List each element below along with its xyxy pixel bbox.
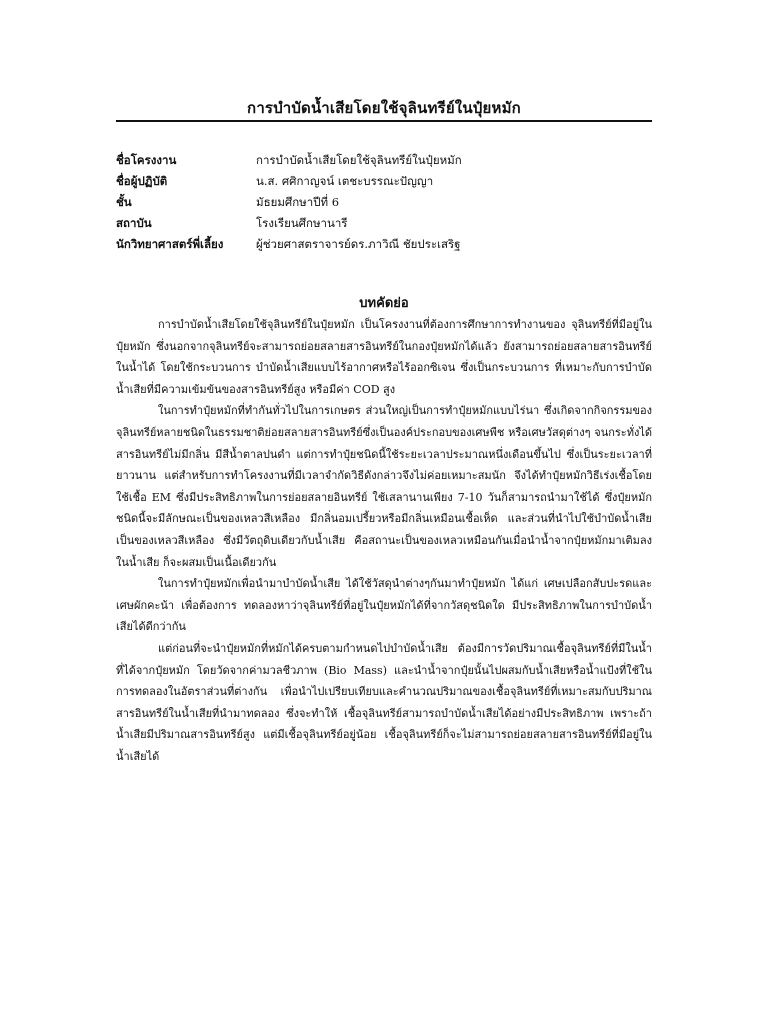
- info-label: ชื่อผู้ปฏิบัติ: [116, 173, 168, 188]
- abstract-heading: บทคัดย่อ: [359, 296, 409, 311]
- info-row-institution: [116, 213, 656, 234]
- abstract-paragraph: ในการทำปุ๋ยหมักที่ทำกันทั่วไปในการเกษตร ส่วนใหญ่เป็นการทำปุ๋ยหมักแบบไร่นา ซึ่งเกิดจากกิจกรรมของจุลินทรีย์หลายชนิดในธรรมชาติย่อยสลายสารอินทรีย์ซึ่งเป็นองค์ประกอบของเศษพืช หรือเศษวัสดุต่างๆ จนกระทั่งได้สารอินทรีย์ไม่มีกลิ่น มีสีน้ำตาลปนดำ แต่การทำปุ๋ยชนิดนี้ใช้ระยะเวลาประมาณหนึ่งเดือนขึ้นไป ซึ่งเป็นระยะเวลาที่ยาวนาน แต่สำหรับการทำโครงงานที่มีเวลาจำกัดวิธีดังกล่าวจึงไม่ค่อยเหมาะสมนัก จึงได้ทำปุ๋ยหมักวิธีเร่งเชื้อโดยใช้เชื้อ EM ซึ่งมีประสิทธิภาพในการย่อยสลายอินทรีย์ ใช้เสลานานเพียง 7-10 วันก็สามารถนำมาใช้ได้ ซึ่งปุ๋ยหมักชนิดนี้จะมีลักษณะเป็นของเหลวสีเหลือง มีกลิ่นอมเปรี้ยวหรือมีกลิ่นเหมือนเชื้อเห็ด และส่วนที่นำไปใช้บำบัดน้ำเสียเป็นของเหลวสีเหลือง ซึ่งมีวัตถุดิบเดียวกับน้ำเสีย คือสถานะเป็นของเหลวเหมือนกันเมื่อนำน้ำจากปุ๋ยหมักมาเติมลงในน้ำเสีย ก็จะผสมเป็นเนื้อเดียวกัน: [116, 404, 652, 569]
- info-value: น.ส. ศศิกาญจน์ เตชะบรรณะปัญญา: [256, 173, 434, 188]
- title-underline: [116, 120, 652, 122]
- info-label: ชื่อโครงงาน: [116, 152, 177, 167]
- info-label: สถาบัน: [116, 215, 152, 230]
- info-label: นักวิทยาศาสตร์พี่เลี้ยง: [116, 236, 224, 251]
- info-row-mentor: [116, 234, 656, 255]
- info-label: ชั้น: [116, 194, 132, 209]
- info-value: มัธยมศึกษาปีที่ 6: [256, 194, 340, 209]
- info-row-project: [116, 150, 656, 171]
- abstract-paragraph: แต่ก่อนที่จะนำปุ๋ยหมักที่หมักได้ครบตามกำหนดไปบำบัดน้ำเสีย ต้องมีการวัดปริมาณเชื้อจุลินทรีย์ที่มีในน้ำที่ได้จากปุ๋ยหมัก โดยวัดจากค่ามวลชีวภาพ (Bio Mass) และนำน้ำจากปุ๋ยนั้นไปผสมกับน้ำเสียหรือน้ำแป้งที่ใช้ในการทดลองในอัตราส่วนที่ต่างกัน เพื่อนำไปเปรียบเทียบและคำนวณปริมาณของเชื้อจุลินทรีย์ที่เหมาะสมกับปริมาณสารอินทรีย์ในน้ำเสียที่นำมาทดลอง ซึ่งจะทำให้ เชื้อจุลินทรีย์สามารถบำบัดน้ำเสียได้อย่างมีประสิทธิภาพ เพราะถ้าน้ำเสียมีปริมาณสารอินทรีย์สูง แต่มีเชื้อจุลินทรีย์อยู่น้อย เชื้อจุลินทรีย์ก็จะไม่สามารถย่อยสลายสารอินทรีย์ที่มีอยู่ในน้ำเสียได้: [116, 641, 652, 763]
- info-value: ผู้ช่วยศาสตราจารย์ดร.ภาวิณี ชัยประเสริฐ: [256, 236, 461, 251]
- abstract-body: [116, 314, 652, 767]
- info-value: โรงเรียนศึกษานารี: [256, 215, 348, 230]
- info-value: การบำบัดน้ำเสียโดยใช้จุลินทรีย์ในปุ๋ยหมัก: [256, 152, 462, 167]
- project-info: [116, 150, 656, 255]
- info-row-author: [116, 171, 656, 192]
- document-title: การบำบัดน้ำเสียโดยใช้จุลินทรีย์ในปุ๋ยหมัก: [247, 99, 521, 117]
- abstract-paragraph: การบำบัดน้ำเสียโดยใช้จุลินทรีย์ในปุ๋ยหมัก เป็นโครงงานที่ต้องการศึกษาการทำงานของ จุลินทรีย์ที่มีอยู่ในปุ๋ยหมัก ซึ่งนอกจากจุลินทรีย์จะสามารถย่อยสลายสารอินทรีย์ในกองปุ๋ยหมักได้แล้ว ยังสามารถย่อยสลายสารอินทรีย์ในน้ำได้ โดยใช้กระบวนการ บำบัดน้ำเสียแบบไร้อากาศหรือไร้ออกซิเจน ซึ่งเป็นกระบวนการ ที่เหมาะกับการบำบัดน้ำเสียที่มีความเข้มข้นของสารอินทรีย์สูง หรือมีค่า COD สูง: [116, 318, 652, 396]
- abstract-paragraph: ในการทำปุ๋ยหมักเพื่อนำมาบำบัดน้ำเสีย ได้ใช้วัสดุนำต่างๆกันมาทำปุ๋ยหมัก ได้แก่ เศษเปลือกสับปะรดและเศษผักคะน้า เพื่อต้องการ ทดลองหาว่าจุลินทรีย์ที่อยู่ในปุ๋ยหมักได้ที่จากวัสดุชนิดใด มีประสิทธิภาพในการบำบัดน้ำเสียได้ดีกว่ากัน: [116, 577, 652, 634]
- info-row-grade: [116, 192, 656, 213]
